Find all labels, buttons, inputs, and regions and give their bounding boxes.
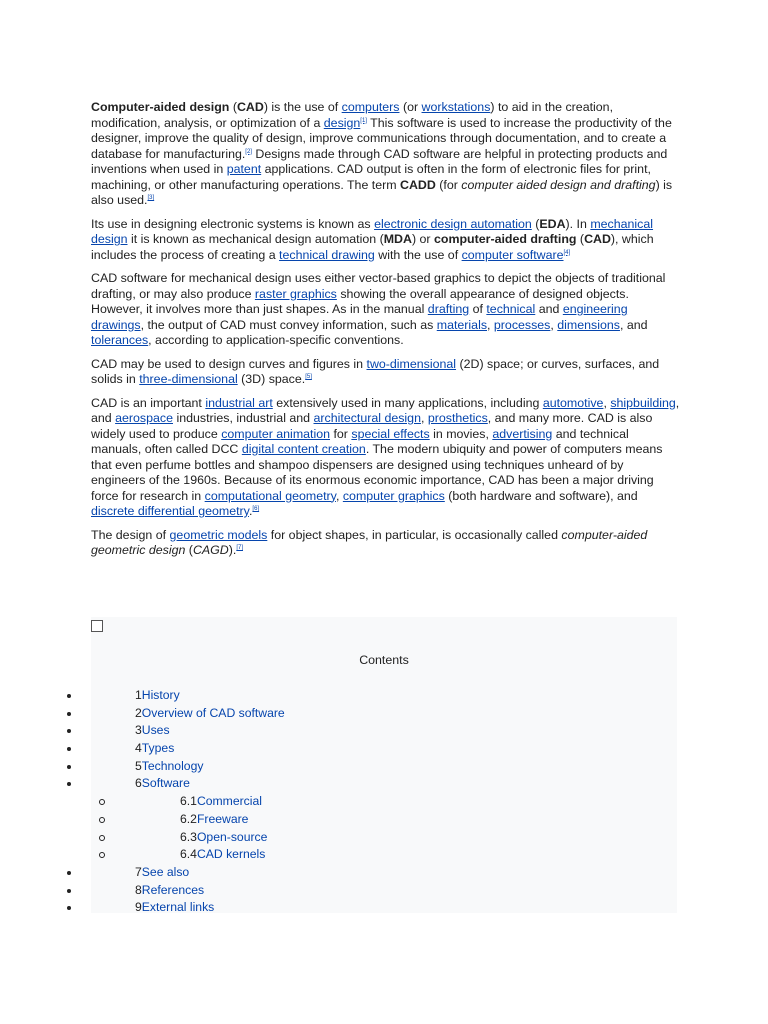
- text: and technical manuals, often called DCC: [91, 426, 629, 456]
- toc-link[interactable]: CAD kernels: [196, 847, 266, 862]
- link-automotive[interactable]: automotive: [542, 395, 604, 410]
- bold-term: Computer-aided design: [91, 100, 230, 114]
- citation-7[interactable]: [7]: [236, 545, 243, 551]
- text: , and: [91, 395, 680, 425]
- toc-link[interactable]: External links: [141, 900, 215, 915]
- text: (: [576, 232, 585, 246]
- toc-title: Contents: [359, 653, 409, 667]
- text: ,: [335, 488, 343, 503]
- toc-item[interactable]: [0, 705, 680, 723]
- bold-term: CAD: [584, 232, 611, 246]
- text: (: [531, 216, 540, 231]
- text: (both hardware and software), and: [444, 488, 638, 503]
- toc-list: [0, 687, 680, 917]
- citation-4[interactable]: [4]: [563, 249, 571, 256]
- paragraph-eda: [91, 217, 681, 264]
- toc-item-entry: [135, 775, 190, 793]
- text: (: [229, 100, 237, 114]
- text: ) or: [411, 232, 434, 246]
- bullet-icon: [67, 871, 71, 875]
- text: , according to application-specific conventions.: [148, 333, 404, 347]
- text: ,: [487, 317, 494, 332]
- toc-item-entry: [135, 722, 170, 740]
- italic-term: computer-aided geometric design: [91, 527, 648, 557]
- text: of: [469, 302, 487, 316]
- toc-link[interactable]: Software: [141, 776, 190, 791]
- toc-item[interactable]: [0, 864, 680, 882]
- toc-number: 2: [135, 705, 142, 720]
- text: for object shapes, in particular, is occasionally called: [267, 527, 562, 542]
- text: Its use in designing electronic systems is known as: [91, 216, 375, 231]
- bullet-icon: [67, 747, 71, 751]
- link-shipbuilding[interactable]: shipbuilding: [610, 395, 676, 410]
- toc-link[interactable]: Freeware: [196, 811, 249, 826]
- hollow-bullet-icon: [99, 817, 105, 823]
- text: showing the overall appearance of designed objects. However, it involves more than just shapes. As in the manual: [91, 286, 629, 316]
- paragraph-dimensions: [91, 357, 681, 388]
- hollow-bullet-icon: [99, 799, 105, 805]
- text: it is known as mechanical design automation (: [127, 232, 384, 246]
- text: ). In: [565, 216, 591, 231]
- text: extensively used in many applications, including: [272, 395, 543, 410]
- text: CAD software for mechanical design uses either vector-based graphics to depict the objects of traditional drafting, or may also produce: [91, 271, 666, 301]
- toc-item[interactable]: [0, 687, 680, 705]
- citation-1[interactable]: [1]: [360, 117, 367, 124]
- paragraph-cagd: [91, 528, 681, 559]
- italic-term: CAGD: [192, 543, 229, 557]
- link-industrial-art[interactable]: industrial art: [205, 395, 273, 410]
- text: ) is also used.: [91, 177, 673, 207]
- bullet-icon: [67, 889, 71, 893]
- toc-item-entry: [180, 811, 248, 829]
- link-geometric-models[interactable]: geometric models: [169, 527, 268, 542]
- bold-term: EDA: [539, 216, 566, 231]
- link-raster-graphics[interactable]: raster graphics: [254, 286, 337, 301]
- toc-number: 8: [135, 882, 142, 897]
- link-computers[interactable]: computers: [341, 100, 400, 114]
- link-patent[interactable]: patent: [226, 162, 262, 176]
- toc-subitem[interactable]: [0, 811, 680, 829]
- bold-term: CADD: [400, 177, 436, 192]
- text: ,: [603, 395, 611, 410]
- toc-number: 1: [135, 688, 142, 702]
- toc-item-entry: [135, 758, 203, 776]
- link-advertising[interactable]: advertising: [492, 426, 553, 441]
- toc-link[interactable]: Overview of CAD software: [141, 705, 285, 720]
- text: ,: [420, 411, 428, 425]
- text: CAD is an important: [91, 395, 206, 410]
- text: , and: [619, 317, 648, 332]
- link-electronic-design-automation[interactable]: electronic design automation: [374, 216, 532, 231]
- toc-item[interactable]: [0, 882, 680, 900]
- link-computational-geometry[interactable]: computational geometry: [204, 488, 336, 503]
- text: in movies,: [429, 426, 493, 441]
- toc-item[interactable]: [0, 775, 680, 793]
- citation-2[interactable]: [2]: [245, 148, 252, 155]
- hollow-bullet-icon: [99, 852, 105, 858]
- text: (3D) space.: [237, 372, 306, 386]
- link-tolerances[interactable]: tolerances: [91, 333, 149, 347]
- text: . The modern ubiquity and power of computers means that even perfume bottles and shampoo dispensers are designed using techniques unheard of by engineers of the 1960s. Because of its enormous economic importance, CAD has been a major driving force for research in: [91, 442, 663, 503]
- bullet-icon: [67, 906, 71, 910]
- toc-number: 6.4: [180, 847, 197, 862]
- text: CAD may be used to design curves and figures in: [91, 356, 367, 371]
- link-mechanical-design[interactable]: mechanical design: [91, 216, 654, 246]
- toc-toggle-checkbox[interactable]: [91, 620, 103, 632]
- bullet-icon: [67, 765, 71, 769]
- toc-item-entry: [135, 705, 285, 723]
- toc-link[interactable]: History: [141, 688, 180, 702]
- text: , the output of CAD must convey information, such as: [140, 317, 437, 332]
- toc-number: 7: [135, 864, 142, 879]
- link-special-effects[interactable]: special effects: [351, 426, 430, 441]
- link-prosthetics[interactable]: prosthetics: [427, 411, 488, 425]
- text: .: [248, 504, 253, 518]
- citation-6[interactable]: [6]: [252, 506, 260, 512]
- text: for: [330, 426, 352, 441]
- toc-link[interactable]: Commercial: [196, 794, 262, 809]
- paragraph-applications: [91, 396, 681, 520]
- text: ) is the use of: [263, 100, 342, 114]
- toc-link[interactable]: Open-source: [196, 829, 268, 844]
- toc-number: 4: [135, 741, 142, 756]
- hollow-bullet-icon: [99, 835, 105, 841]
- link-discrete-differential-geometry[interactable]: discrete differential geometry: [91, 504, 249, 518]
- link-workstations[interactable]: workstations: [421, 100, 491, 114]
- link-design[interactable]: design: [323, 115, 361, 130]
- bullet-icon: [67, 712, 71, 716]
- bullet-icon: [67, 694, 71, 698]
- toc-number: 9: [135, 900, 142, 915]
- link-architectural-design[interactable]: architectural design: [313, 411, 421, 425]
- citation-3[interactable]: [3]: [147, 195, 155, 201]
- link-technical-drawing[interactable]: technical drawing: [279, 247, 375, 262]
- toc-item-entry: [135, 740, 174, 758]
- toc-link[interactable]: Technology: [141, 758, 204, 773]
- link-digital-content-creation[interactable]: digital content creation: [241, 442, 366, 456]
- toc-item[interactable]: [0, 740, 680, 758]
- toc-item-entry: [180, 793, 262, 811]
- toc-link[interactable]: Uses: [141, 723, 170, 738]
- bold-term: MDA: [383, 232, 412, 246]
- toc-number: 6.1: [180, 794, 197, 809]
- toc-item-entry: [135, 687, 180, 705]
- toc-number: 3: [135, 723, 142, 738]
- toc-item[interactable]: [0, 899, 680, 917]
- text: Designs made through CAD software are helpful in protecting products and inventions when used in: [91, 146, 668, 176]
- link-drafting[interactable]: drafting: [427, 302, 470, 316]
- toc-item-entry: [180, 846, 265, 864]
- toc-link[interactable]: Types: [141, 741, 175, 756]
- bold-term: CAD: [236, 100, 264, 114]
- text: ,: [550, 317, 558, 332]
- toc-number: 6.2: [180, 811, 197, 826]
- link-processes[interactable]: processes: [493, 317, 551, 332]
- link-two-dimensional[interactable]: two-dimensional: [366, 356, 457, 371]
- bullet-icon: [67, 729, 71, 733]
- toc-item-entry: [135, 899, 214, 917]
- toc-item-entry: [135, 864, 189, 882]
- link-computer-animation[interactable]: computer animation: [221, 426, 331, 441]
- italic-term: computer aided design and drafting: [461, 177, 656, 192]
- toc-number: 6.3: [180, 829, 197, 844]
- text: with the use of: [374, 247, 462, 262]
- text: and: [535, 302, 563, 316]
- text: (: [185, 543, 193, 557]
- link-materials[interactable]: materials: [436, 317, 488, 332]
- toc-number: 6: [135, 776, 142, 791]
- article-body: [91, 100, 681, 915]
- text: ).: [228, 543, 237, 557]
- toc-link[interactable]: References: [141, 882, 205, 897]
- link-computer-software[interactable]: computer software: [461, 247, 564, 262]
- link-aerospace[interactable]: aerospace: [115, 411, 173, 425]
- text: , and many more. CAD is also widely used to produce: [91, 411, 653, 441]
- toc-subitem[interactable]: [0, 846, 680, 864]
- bullet-icon: [67, 782, 71, 786]
- paragraph-mechanical: [91, 271, 681, 349]
- text: ) to aid in the creation, modification, analysis, or optimization of a: [91, 100, 614, 130]
- toc-item[interactable]: [0, 758, 680, 776]
- bold-term: computer-aided drafting: [433, 232, 577, 246]
- link-computer-graphics[interactable]: computer graphics: [342, 488, 445, 503]
- text: industries, industrial and: [173, 411, 314, 425]
- toc-item[interactable]: [0, 722, 680, 740]
- text: (2D) space; or curves, surfaces, and solids in: [91, 356, 660, 386]
- toc-item-entry: [135, 882, 204, 900]
- citation-5[interactable]: [5]: [305, 374, 312, 380]
- toc-number: 5: [135, 758, 142, 773]
- link-engineering-drawings[interactable]: engineering drawings: [91, 302, 628, 332]
- text: (for: [435, 177, 462, 192]
- toc-subitem[interactable]: [0, 793, 680, 811]
- toc-item-entry: [180, 829, 267, 847]
- text: applications. CAD output is often in the form of electronic files for print, machining, or other manufacturing operations. The term: [91, 162, 651, 192]
- text: The design of: [91, 527, 170, 542]
- link-three-dimensional[interactable]: three-dimensional: [139, 372, 238, 386]
- text: ), which includes the process of creating a: [91, 232, 654, 262]
- paragraph-intro: [91, 100, 681, 209]
- text: This software is used to increase the productivity of the designer, improve the quality of design, improve communications through documentation, and to create a database for manufacturing.: [91, 115, 672, 161]
- link-technical[interactable]: technical: [486, 302, 536, 316]
- text: (or: [399, 100, 422, 114]
- link-dimensions[interactable]: dimensions: [557, 317, 620, 332]
- toc-link[interactable]: See also: [141, 864, 190, 879]
- toc-subitem[interactable]: [0, 829, 680, 847]
